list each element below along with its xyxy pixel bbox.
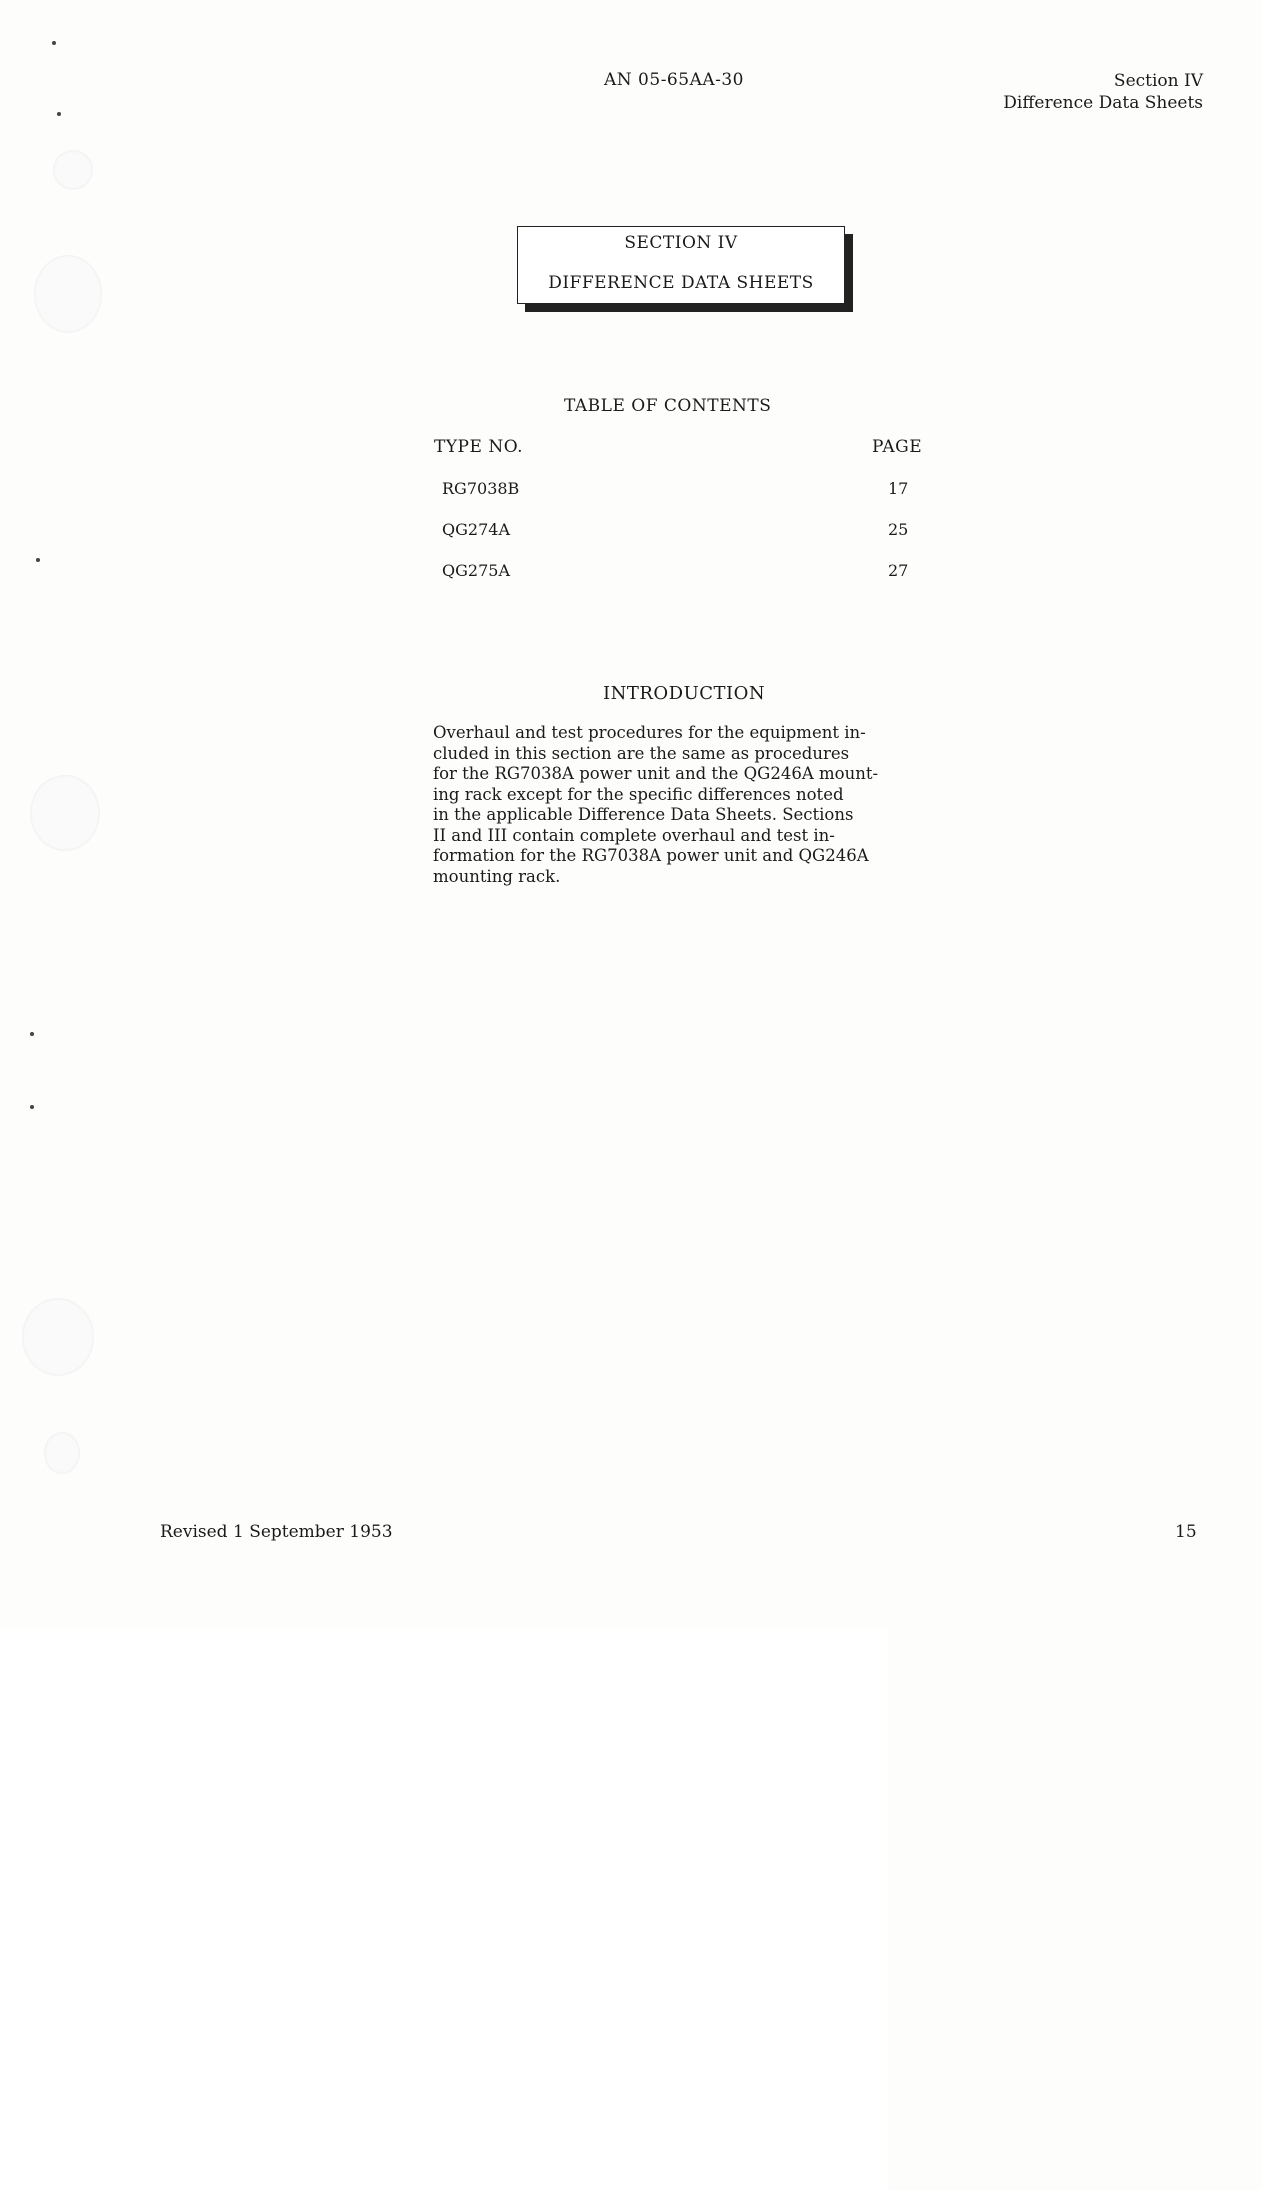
toc-title: TABLE OF CONTENTS — [564, 396, 772, 416]
page-number: 15 — [1175, 1522, 1197, 1542]
scan-speck — [52, 41, 56, 45]
toc-row — [0, 479, 1261, 503]
section-title: Difference Data Sheets — [1003, 93, 1203, 113]
section-title-box — [517, 226, 845, 304]
toc-page-no: 25 — [888, 520, 1261, 2149]
scan-speck — [30, 1105, 34, 1109]
toc-type-no: QG274A — [442, 520, 510, 539]
document-number: AN 05-65AA-30 — [604, 70, 744, 90]
punch-hole — [53, 150, 93, 190]
introduction-paragraph: Overhaul and test procedures for the equipment in- cluded in this section are the same as procedures for the RG7038A power unit and the QG246A mount- ing rack except for the specific differences noted in the applicable Difference Data Sheets. Sections II and III contain complete overhaul and test in- formation for the RG7038A power unit and QG246A mounting rack. — [433, 723, 879, 886]
scan-speck — [30, 1032, 34, 1036]
toc-column-page: PAGE — [872, 437, 923, 457]
toc-row — [0, 520, 1261, 544]
toc-column-type: TYPE NO. — [434, 437, 524, 457]
section-number: Section IV — [1113, 71, 1203, 91]
toc-row — [0, 561, 1261, 585]
toc-page-no: 17 — [888, 479, 1261, 2108]
punch-hole — [44, 1432, 80, 1474]
section-box-subheading: DIFFERENCE DATA SHEETS — [548, 273, 814, 293]
section-box-heading: SECTION IV — [624, 233, 738, 253]
punch-hole — [30, 775, 100, 851]
punch-hole — [34, 255, 102, 333]
punch-hole — [22, 1298, 94, 1376]
revision-date: Revised 1 September 1953 — [160, 1522, 393, 1542]
toc-page-no: 27 — [888, 561, 1261, 2190]
toc-type-no: RG7038B — [442, 479, 520, 498]
header-section-label — [1003, 70, 1203, 114]
toc-type-no: QG275A — [442, 561, 510, 580]
scan-speck — [57, 112, 61, 116]
introduction-title: INTRODUCTION — [603, 683, 766, 704]
